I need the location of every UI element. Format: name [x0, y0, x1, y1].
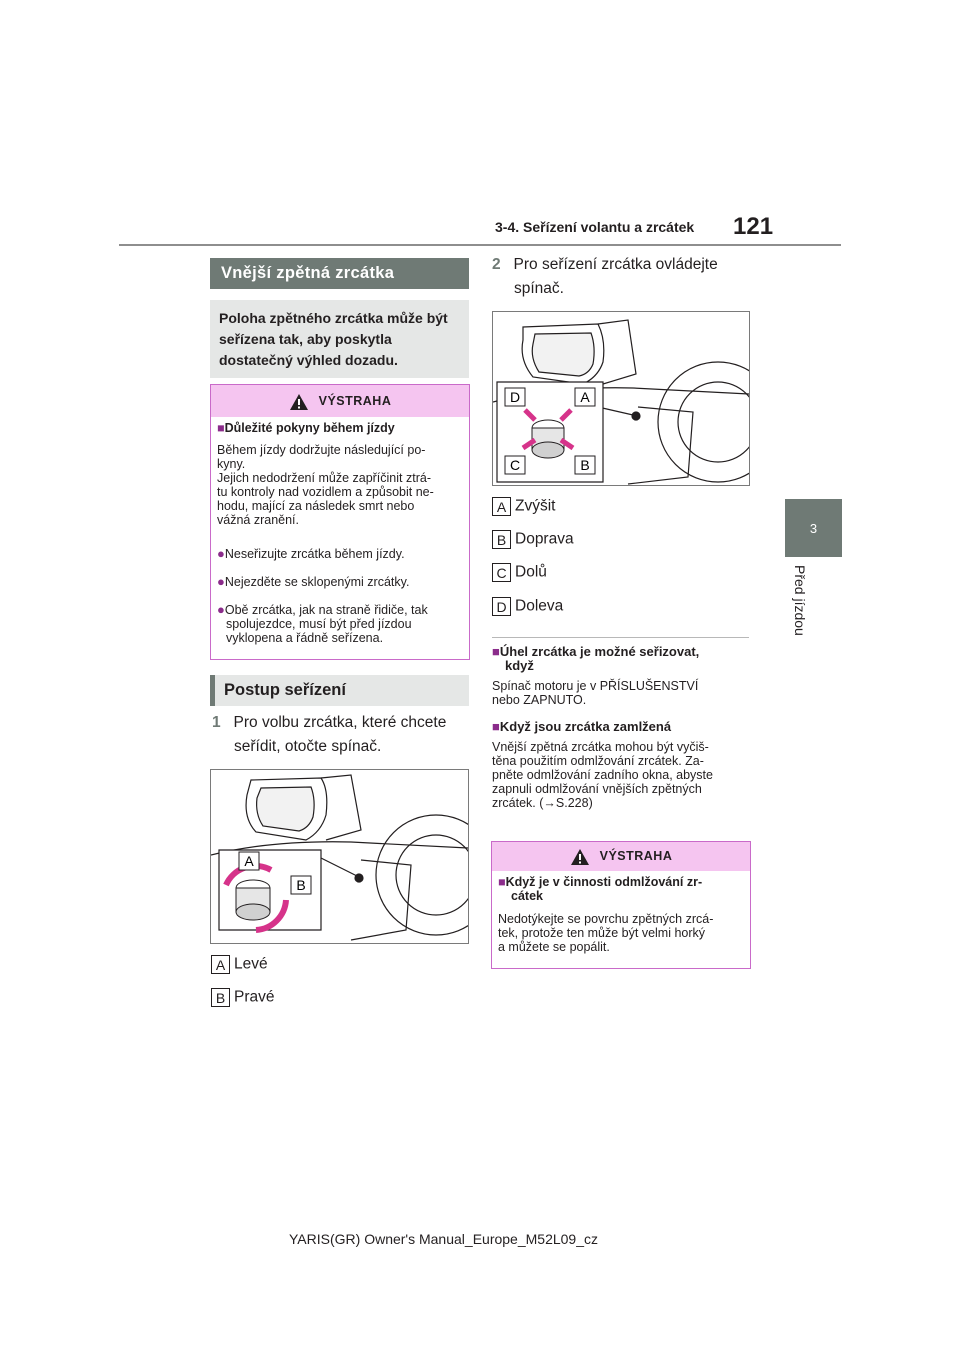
- callout-b: B: [296, 877, 306, 893]
- legend-item: C Dolů: [492, 563, 547, 582]
- callout-c: C: [509, 457, 521, 473]
- note-heading: ■Když jsou zrcátka zamlžená: [492, 719, 672, 734]
- warning-paragraph: Během jízdy dodržujte následující po- kyny. Jejich nedodržení může zapříčinit ztrá- tu kontroly nad vozidlem a způsobit ne- hodu, mající za následek smrt nebo vážná zranění.: [217, 443, 434, 527]
- warning-bullet: ●Nejezděte se sklopenými zrcátky.: [217, 574, 410, 589]
- mirror-select-illustration: [211, 770, 468, 943]
- callout-b: B: [580, 457, 590, 473]
- legend-item: A Levé: [211, 955, 268, 974]
- warning-box-driving: [210, 384, 470, 660]
- chapter-title-vertical: [780, 565, 840, 655]
- note-mirrors-fogged: ■Když jsou zrcátka zamlžená Vnější zpětná zrcátka mohou být vyčiš- těna použitím odmlžování zrcátek. Za- pněte odmlžování zadního okna, abyste zapnuli odmlžování vnějších zpětných zrcátek. (→S.228): [492, 720, 750, 810]
- footer-manual-id: YARIS(GR) Owner's Manual_Europe_M52L09_cz: [289, 1231, 598, 1247]
- chapter-title: Před jízdou: [792, 565, 808, 636]
- warning-box-defogger: [491, 841, 751, 969]
- callout-a: A: [580, 389, 590, 405]
- step-1: 1 Pro volbu zrcátka, které chcete seřídit, otočte spínač.: [212, 714, 447, 755]
- note-heading: ■Úhel zrcátka je možné seřizovat,: [492, 644, 700, 659]
- section-title-mirrors: Vnější zpětná zrcátka: [210, 258, 469, 289]
- divider: [492, 637, 749, 638]
- warning-heading: ■Důležité pokyny během jízdy: [217, 421, 395, 435]
- intro-box: [210, 300, 469, 378]
- warning-header: VÝSTRAHA: [211, 385, 469, 417]
- legend-item: D Doleva: [492, 597, 563, 616]
- intro-text: Poloha zpětného zrcátka může být seřízena tak, aby poskytla dostatečný výhled dozadu.: [219, 310, 448, 368]
- callout-d: D: [509, 389, 521, 405]
- legend-item: B Pravé: [211, 988, 275, 1007]
- section-title-procedure: Postup seřízení: [210, 675, 469, 706]
- legend-item: B Doprava: [492, 530, 574, 549]
- legend-item: A Zvýšit: [492, 497, 555, 516]
- warning-bullet: ●Obě zrcátka, jak na straně řidiče, tak spolujezdce, musí být před jízdou vyklopena a řádně seřízena.: [217, 602, 428, 645]
- chapter-number: 3: [809, 520, 818, 536]
- figure-mirror-select-switch: [210, 769, 469, 944]
- page-number: 121: [733, 213, 774, 240]
- step-2: 2 Pro seřízení zrcátka ovládejte spínač.: [492, 256, 718, 297]
- warning-bullet: ●Neseřizujte zrcátka během jízdy.: [217, 546, 405, 561]
- warning-triangle-icon: [570, 848, 590, 866]
- header-rule: [119, 244, 841, 246]
- callout-a: A: [244, 853, 254, 869]
- warning-heading: ■Když je v činnosti odmlžování zr- cátek: [498, 875, 703, 903]
- warning-header: VÝSTRAHA: [492, 842, 750, 871]
- warning-triangle-icon: [289, 393, 309, 411]
- mirror-adjust-illustration: [493, 312, 749, 485]
- note-mirror-adjustable: ■Úhel zrcátka je možné seřizovat, když Spínač motoru je v PŘÍSLUŠENSTVÍ nebo ZAPNUTO.: [492, 645, 750, 707]
- chapter-tab: [785, 499, 842, 557]
- figure-mirror-adjust-switch: [492, 311, 750, 486]
- running-header-title: 3-4. Seřízení volantu a zrcátek: [495, 219, 695, 235]
- warning-paragraph: Nedotýkejte se povrchu zpětných zrcá- tek, protože ten může být velmi horký a můžete se popálit.: [498, 912, 714, 954]
